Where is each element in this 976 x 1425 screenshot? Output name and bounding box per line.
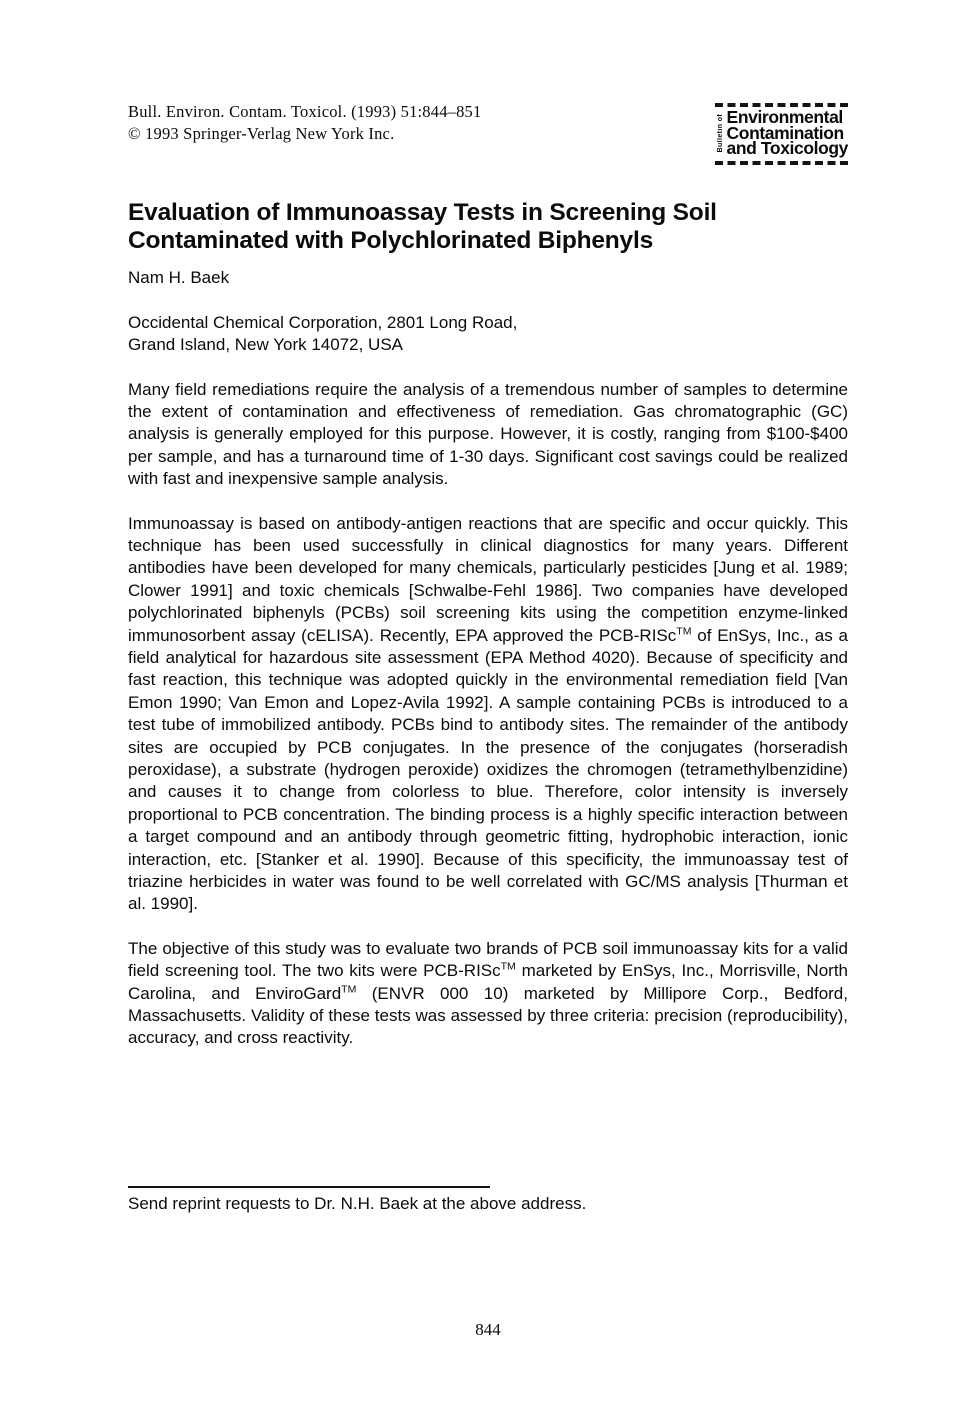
paragraph-immunoassay-background [128, 513, 848, 916]
journal-logo [715, 103, 848, 165]
paragraph-3-segment-3: (ENVR 000 10) marketed by Millipore Corp., Bedford, Massachusetts. Validity of these tests was assessed by three criteria: precision (reproducibility), accuracy, and cross reactivity. [128, 983, 848, 1048]
paragraph-study-objective [128, 938, 848, 1050]
paragraph-introduction: Many field remediations require the analysis of a tremendous number of samples to determine the extent of contamination and effectiveness of remediation. Gas chromatographic (GC) analysis is generally employed for this purpose. However, it is costly, ranging from $100-$400 per sample, and has a turnaround time of 1-30 days. Significant cost savings could be realized with fast and inexpensive sample analysis. [128, 379, 848, 489]
journal-citation: Bull. Environ. Contam. Toxicol. (1993) 51:844–851 [128, 102, 482, 121]
author-name: Nam H. Baek [128, 267, 230, 287]
journal-citation-block [128, 101, 481, 145]
copyright-line: © 1993 Springer-Verlag New York Inc. [128, 124, 395, 143]
trademark-superscript: TM [676, 624, 692, 637]
footnote [128, 1186, 848, 1215]
journal-logo-title [726, 107, 848, 158]
journal-logo-line-3: and Toxicology [726, 138, 848, 158]
journal-header [128, 0, 848, 165]
affiliation-line-2: Grand Island, New York 14072, USA [128, 335, 403, 354]
journal-logo-line-1: Environmental [726, 107, 843, 127]
journal-logo-line-2: Contamination [726, 122, 844, 143]
article-title: Evaluation of Immunoassay Tests in Screening Soil Contaminated with Polychlorinated Biphenyls [128, 198, 717, 254]
journal-logo-vertical-text: Bulletin of [716, 113, 724, 153]
paragraph-3-segment-2: marketed by EnSys, Inc., Morrisville, North Carolina, and EnviroGard [128, 961, 848, 1003]
footnote-text: Send reprint requests to Dr. N.H. Baek at the above address. [128, 1194, 587, 1213]
paragraph-2-segment-1: Immunoassay is based on antibody-antigen reactions that are specific and occur quickly. This technique has been used successfully in clinical diagnostics for many years. Different antibodies have been developed for many chemicals, particularly pesticides [Jung et al. 1989; Clower 1991] and toxic chemicals [Schwalbe-Fehl 1986]. Two companies have developed polychlorinated biphenyls (PCBs) soil screening kits using the competition enzyme-linked immunosorbent assay (cELISA). Recently, EPA approved the PCB-RISc [128, 513, 848, 645]
trademark-superscript: TM [341, 983, 357, 995]
trademark-superscript: TM [500, 960, 516, 973]
paragraph-3-segment-1: The objective of this study was to evaluate two brands of PCB soil immunoassay kits for a valid field screening tool. The two kits were PCB-RISc [128, 938, 848, 981]
affiliation-line-1: Occidental Chemical Corporation, 2801 Long Road, [128, 312, 518, 332]
paragraph-2-segment-2: of EnSys, Inc., as a field analytical for hazardous site assessment (EPA Method 4020). Because of specificity and fast reaction, this technique was adopted quickly in the environmental remediation field [Van Emon 1990; Van Emon and Lopez-Avila 1992]. A sample containing PCBs is introduced to a test tube of immobilized antibody. PCBs bind to antibody sites. The remainder of the antibody sites are occupied by PCB conjugates. In the presence of the conjugates (horseradish peroxidase), a substrate (hydrogen peroxide) oxidizes the chromogen (tetramethylbenzidine) and causes it to change from colorless to blue. Therefore, color intensity is inversely proportional to PCB concentration. The binding process is a highly specific interaction between a target compound and an antibody through geometric fitting, hydrophobic interaction, ionic interaction, etc. [Stanker et al. 1990]. Because of this specificity, the immunoassay test of triazine herbicides in water was found to be well correlated with GC/MS analysis [Thurman et al. 1990]. [128, 625, 848, 914]
footnote-rule [128, 1186, 490, 1188]
author-affiliation [128, 312, 848, 357]
page-number: 844 [475, 1320, 501, 1339]
